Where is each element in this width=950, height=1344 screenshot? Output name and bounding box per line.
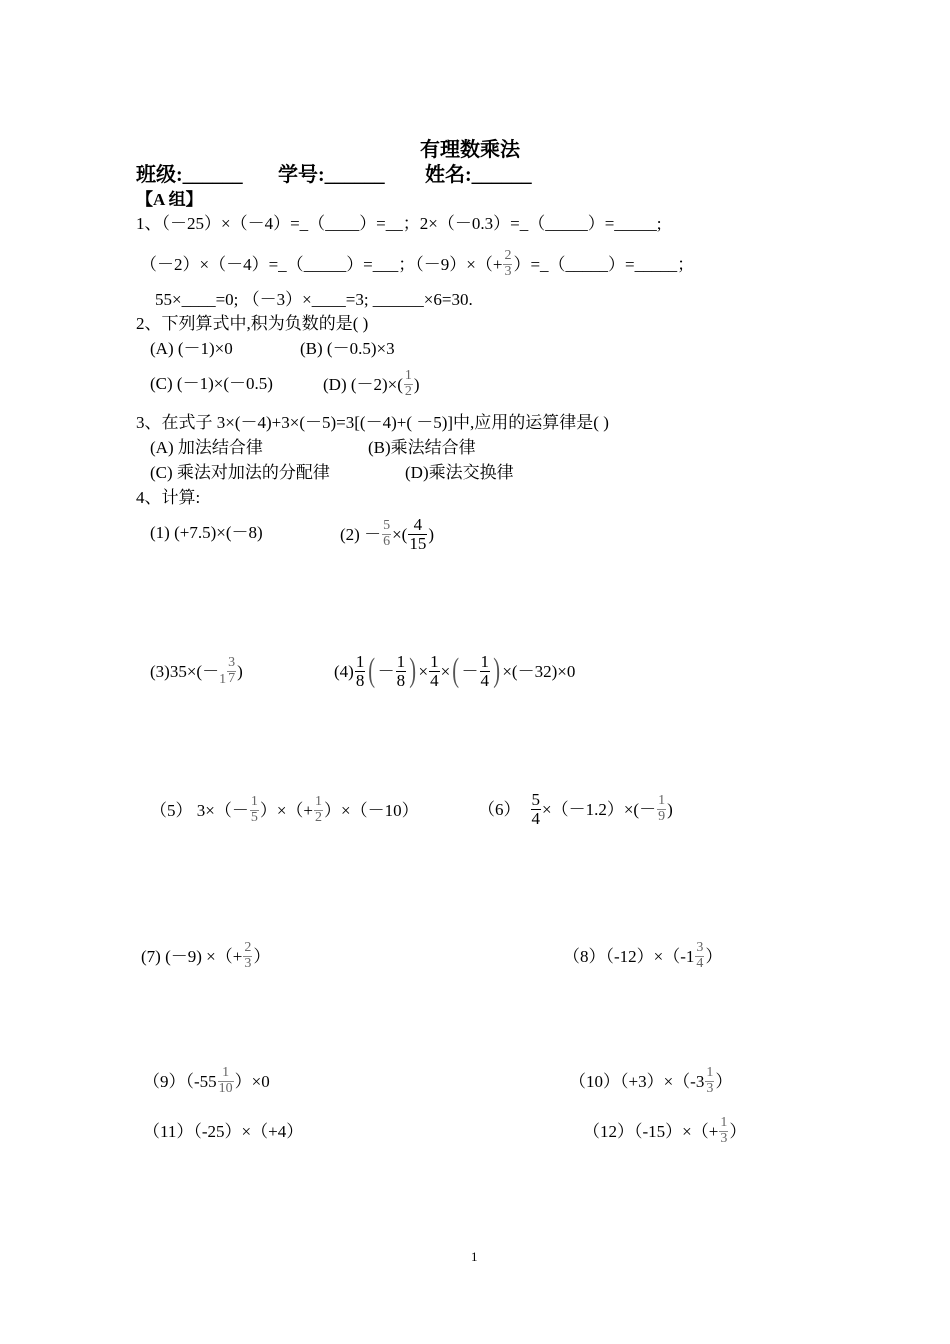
student-name-field-label: 姓名:______ (425, 164, 532, 186)
fraction: $\frac{3}{4}$ (696, 939, 704, 971)
q1-line1: 1、（－25）×（－4）=_（____）=__；2×（－0.3）=_（_____）=_____; (136, 214, 662, 233)
q2-option-b: (B) (－0.5)×3 (300, 339, 395, 358)
mixed-number: 1 $\frac{3}{7}$ (219, 654, 236, 687)
fraction: $\frac{5}{6}$ (383, 517, 391, 549)
q1-line2: （－2）×（－4）=_（ _____ ）=___；（－9）×（+ $\frac{2}{3}$ ）=_（ _____ ）=_____； (140, 247, 695, 279)
fraction: $\frac{1}{2}$ (404, 367, 412, 399)
right-paren: ) (493, 652, 501, 689)
q4-problem-1: (1) (+7.5)×(－8) (150, 523, 263, 542)
q4-stem: 4、计算: (136, 488, 201, 507)
q2-option-a: (A) (－1)×0 (150, 339, 233, 358)
q3-option-d: (D)乘法交换律 (405, 463, 514, 482)
fraction: $\frac{4}{15}$ (409, 514, 427, 553)
fraction: $\frac{1}{8}$ (355, 651, 365, 690)
fraction: $\frac{1}{5}$ (250, 793, 258, 825)
fraction: $\frac{1}{2}$ (315, 793, 323, 825)
fraction: $\frac{1}{3}$ (706, 1064, 714, 1096)
q3-stem: 3、在式子 3×(－4)+3×(－5)=3[(－4)+( －5)]中,应用的运算律是( ) (136, 413, 609, 432)
q4-problem-12: （12）（-15）×（+ $\frac{1}{3}$ ） (583, 1114, 747, 1146)
fraction: $\frac{5}{4}$ (531, 789, 540, 828)
fraction: $\frac{1}{10}$ (218, 1064, 233, 1096)
q3-option-b: (B)乘法结合律 (368, 438, 476, 457)
left-paren: ( (452, 652, 460, 689)
q4-problem-9: （9）（-55 $\frac{1}{10}$ ）×0 (143, 1064, 270, 1096)
class-field-label: 班级:______ (136, 164, 243, 186)
fraction: $\frac{1}{4}$ (430, 651, 439, 690)
fraction: $\frac{2}{3}$ (244, 939, 252, 971)
q3-option-a: (A) 加法结合律 (150, 438, 263, 457)
q4-problem-7: (7) (－9) ×（+ $\frac{2}{3}$ ） (141, 939, 271, 971)
q4-problem-5: （5） 3×（－ $\frac{1}{5}$ ）×（+ $\frac{1}{2}$ ）×（－10） (150, 793, 419, 825)
q4-problem-11: （11）（-25）×（+4） (143, 1122, 304, 1141)
fraction: $\frac{2}{3}$ (504, 247, 512, 279)
page-title: 有理数乘法 (420, 139, 520, 161)
section-heading: 【A 组】 (136, 190, 203, 209)
q4-problem-4: (4) $\frac{1}{8}$ ( － $\frac{1}{8}$ ) × $\frac{1}{4}$ × ( － $\frac{1}{4}$ ) ×(－32)×0 (334, 651, 576, 690)
page-number: 1 (471, 1249, 478, 1264)
q4-problem-8: （8）（-12）×（-1 $\frac{3}{4}$ ） (563, 939, 723, 971)
right-paren: ) (409, 652, 417, 689)
q2-stem: 2、下列算式中,积为负数的是( ) (136, 314, 369, 333)
q4-problem-10: （10）（+3）×（-3 $\frac{1}{3}$ ） (569, 1064, 733, 1096)
q3-option-c: (C) 乘法对加法的分配律 (150, 463, 330, 482)
q4-problem-6: （6） $\frac{5}{4}$ ×（－1.2）×(－ $\frac{1}{9}$ ) (478, 789, 673, 828)
fraction: $\frac{1}{3}$ (720, 1114, 728, 1146)
fraction: $\frac{1}{9}$ (658, 792, 666, 824)
q1-line3: 55×____=0; （－3）×____=3; ______×6=30. (155, 290, 473, 309)
q4-problem-3: (3)35×(－ 1 $\frac{3}{7}$ ) (150, 654, 243, 687)
fraction: $\frac{1}{4}$ (480, 651, 489, 690)
q2-option-d: (D) (－2)×( $\frac{1}{2}$ ) (323, 367, 420, 399)
fraction: $\frac{1}{8}$ (396, 651, 406, 690)
student-id-field-label: 学号:______ (278, 164, 385, 186)
q4-problem-2: (2) － $\frac{5}{6}$ ×( $\frac{4}{15}$ ) (340, 514, 434, 553)
q2-option-c: (C) (－1)×(－0.5) (150, 374, 273, 393)
left-paren: ( (368, 652, 376, 689)
